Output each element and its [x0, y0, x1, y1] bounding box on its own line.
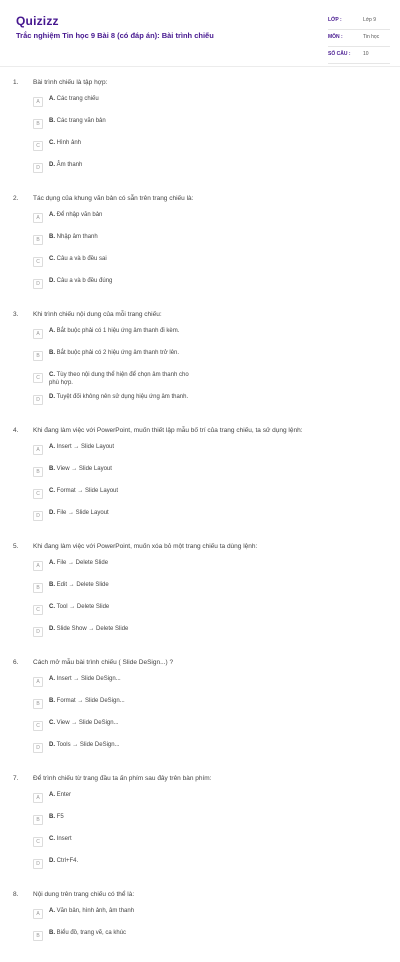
option-body: Nhập âm thanh [56, 234, 98, 240]
option-letter: B. [49, 582, 55, 588]
question-text: Khi đang làm việc với PowerPoint, muốn xóa bỏ một trang chiếu ta dùng lệnh: [33, 543, 258, 550]
question-number: 4. [13, 427, 19, 434]
question-number: 1. [13, 79, 19, 86]
question-number: 5. [13, 543, 19, 550]
option-letter: D. [49, 626, 55, 632]
question-1 [0, 78, 400, 184]
option-body: Âm thanh [56, 162, 83, 168]
answer-option[interactable] [33, 162, 211, 182]
option-letter: A. [49, 676, 55, 682]
answer-option[interactable] [33, 278, 211, 298]
answer-option[interactable] [33, 582, 211, 602]
option-body: Câu a và b đều sai [56, 256, 107, 262]
option-letter: A. [49, 560, 55, 566]
question-7 [0, 774, 400, 880]
worksheet-meta [328, 14, 390, 65]
option-text [49, 908, 197, 916]
option-text [49, 444, 197, 452]
option-text [49, 162, 197, 170]
option-text [49, 466, 197, 474]
option-letter-box: A [33, 97, 43, 107]
option-letter-box: A [33, 677, 43, 687]
option-text [49, 510, 197, 518]
option-body: View → Slide Layout [56, 466, 112, 472]
option-letter-box: D [33, 511, 43, 521]
answer-option[interactable] [33, 234, 211, 254]
question-text: Khi đang làm việc với PowerPoint, muốn thiết lập mẫu bố trí của trang chiếu, ta sử dụng lệnh: [33, 427, 303, 434]
option-letter: B. [49, 814, 55, 820]
quizizz-logo: Quizizz [16, 14, 59, 28]
option-body: Bắt buộc phải có 1 hiệu ứng âm thanh đi kèm. [56, 328, 180, 334]
option-letter-box: B [33, 583, 43, 593]
option-letter-box: B [33, 815, 43, 825]
option-text [49, 140, 197, 148]
question-text: Nội dung trên trang chiếu có thể là: [33, 891, 135, 898]
meta-value: 10 [363, 51, 369, 57]
answer-option[interactable] [33, 792, 211, 812]
meta-row-class [328, 14, 390, 30]
option-body: Văn bản, hình ảnh, âm thanh [56, 908, 135, 914]
answer-option[interactable] [33, 626, 211, 646]
answer-option[interactable] [33, 858, 211, 878]
option-letter-box: A [33, 445, 43, 455]
option-letter: A. [49, 792, 55, 798]
option-text [49, 698, 197, 706]
worksheet-title: Trắc nghiệm Tin học 9 Bài 8 (có đáp án): Bài trình chiếu [16, 31, 214, 40]
question-5 [0, 542, 400, 648]
option-body: Slide Show → Delete Slide [56, 626, 129, 632]
answer-option[interactable] [33, 444, 211, 464]
option-letter-box: B [33, 699, 43, 709]
answer-option[interactable] [33, 212, 211, 232]
option-body: Format → Slide Layout [56, 488, 119, 494]
answer-option[interactable] [33, 140, 211, 160]
answer-option[interactable] [33, 720, 211, 740]
option-letter-box: A [33, 561, 43, 571]
question-text: Để trình chiếu từ trang đầu ta ấn phím sau đây trên bàn phím: [33, 775, 212, 782]
meta-value: Tin học [363, 34, 380, 40]
option-text [49, 234, 197, 242]
question-text: Khi trình chiếu nội dung của mỗi trang chiếu: [33, 311, 162, 318]
answer-option[interactable] [33, 560, 211, 580]
option-letter-box: C [33, 837, 43, 847]
meta-value: Lớp 9 [363, 17, 377, 23]
option-text [49, 582, 197, 590]
option-letter: B. [49, 118, 55, 124]
option-letter: D. [49, 510, 55, 516]
answer-options [33, 328, 388, 416]
option-text [49, 278, 197, 286]
answer-options [33, 444, 388, 532]
option-letter: C. [49, 256, 55, 262]
option-text [49, 394, 197, 402]
option-body: Tools → Slide DeSign... [56, 742, 120, 748]
option-text [49, 814, 197, 822]
option-text [49, 742, 197, 750]
answer-option[interactable] [33, 350, 211, 370]
option-letter-box: B [33, 119, 43, 129]
option-letter: A. [49, 908, 55, 914]
option-letter-box: C [33, 141, 43, 151]
meta-row-subject [328, 31, 390, 47]
option-body: File → Delete Slide [56, 560, 109, 566]
option-letter-box: C [33, 605, 43, 615]
question-number: 6. [13, 659, 19, 666]
option-body: Để nhập văn bản [56, 212, 103, 218]
option-body: File → Slide Layout [56, 510, 109, 516]
question-text: Cách mở mẫu bài trình chiếu ( Slide DeSign...) ? [33, 659, 174, 666]
option-text [49, 626, 197, 634]
answer-option[interactable] [33, 372, 211, 392]
option-body: Edit → Delete Slide [56, 582, 109, 588]
option-text [49, 328, 197, 336]
option-text [49, 256, 197, 264]
answer-options [33, 96, 388, 184]
option-letter: D. [49, 742, 55, 748]
answer-option[interactable] [33, 742, 211, 762]
answer-option[interactable] [33, 256, 211, 276]
option-text [49, 118, 197, 126]
option-letter: B. [49, 466, 55, 472]
option-letter: C. [49, 836, 55, 842]
answer-options [33, 560, 388, 648]
option-body: Enter [56, 792, 72, 798]
answer-option[interactable] [33, 908, 211, 928]
option-text [49, 96, 197, 104]
option-letter-box: B [33, 351, 43, 361]
answer-option[interactable] [33, 604, 211, 624]
option-body: Insert → Slide Layout [56, 444, 115, 450]
option-letter-box: D [33, 743, 43, 753]
option-body: Tool → Delete Slide [56, 604, 110, 610]
option-text [49, 372, 197, 387]
option-text [49, 792, 197, 800]
option-letter-box: A [33, 793, 43, 803]
option-text [49, 212, 197, 220]
option-body: Ctrl+F4. [56, 858, 79, 864]
header-divider [0, 66, 400, 67]
option-body: View → Slide DeSign... [56, 720, 119, 726]
answer-option[interactable] [33, 930, 211, 950]
option-letter-box: D [33, 163, 43, 173]
option-letter: B. [49, 234, 55, 240]
answer-option[interactable] [33, 510, 211, 530]
answer-option[interactable] [33, 836, 211, 856]
option-letter: B. [49, 350, 55, 356]
option-letter-box: B [33, 467, 43, 477]
question-2 [0, 194, 400, 300]
question-6 [0, 658, 400, 764]
option-body: Hình ảnh [56, 140, 82, 146]
option-letter-box: D [33, 859, 43, 869]
option-body: Bắt buộc phải có 2 hiệu ứng âm thanh trở lên. [56, 350, 180, 356]
answer-options [33, 676, 388, 764]
option-letter-box: C [33, 489, 43, 499]
question-3 [0, 310, 400, 416]
answer-options [33, 908, 388, 952]
option-letter: B. [49, 698, 55, 704]
answer-option[interactable] [33, 96, 211, 116]
option-letter-box: A [33, 909, 43, 919]
meta-label: MÔN : [328, 34, 343, 40]
question-number: 3. [13, 311, 19, 318]
option-body: Tùy theo nội dung thể hiện để chọn âm thanh cho phù hợp. [49, 372, 189, 386]
answer-option[interactable] [33, 466, 211, 486]
answer-option[interactable] [33, 328, 211, 348]
answer-options [33, 792, 388, 880]
worksheet-header [0, 0, 400, 60]
question-number: 2. [13, 195, 19, 202]
option-letter-box: C [33, 373, 43, 383]
option-text [49, 836, 197, 844]
option-text [49, 720, 197, 728]
answer-option[interactable] [33, 814, 211, 834]
option-body: Biểu đồ, trang vẽ, ca khúc [56, 930, 127, 936]
option-letter: D. [49, 858, 55, 864]
answer-options [33, 212, 388, 300]
question-4 [0, 426, 400, 532]
option-letter: B. [49, 930, 55, 936]
answer-option[interactable] [33, 488, 211, 508]
option-letter-box: C [33, 257, 43, 267]
option-letter: A. [49, 212, 55, 218]
option-letter: A. [49, 96, 55, 102]
meta-label: SỐ CÂU : [328, 51, 351, 57]
question-text: Tác dụng của khung văn bản có sẵn trên trang chiếu là: [33, 195, 194, 202]
option-letter-box: D [33, 395, 43, 405]
option-letter-box: B [33, 235, 43, 245]
option-text [49, 930, 197, 938]
question-text: Bài trình chiếu là tập hợp: [33, 79, 108, 86]
option-letter-box: D [33, 627, 43, 637]
option-body: F5 [56, 814, 64, 820]
question-number: 8. [13, 891, 19, 898]
option-letter: C. [49, 372, 55, 378]
option-letter-box: C [33, 721, 43, 731]
option-letter: C. [49, 140, 55, 146]
option-letter: A. [49, 444, 55, 450]
answer-option[interactable] [33, 118, 211, 138]
option-letter: D. [49, 278, 55, 284]
option-letter: C. [49, 488, 55, 494]
meta-label: LỚP : [328, 17, 342, 23]
option-letter: A. [49, 328, 55, 334]
option-letter: D. [49, 394, 55, 400]
option-body: Câu a và b đều đúng [56, 278, 113, 284]
meta-row-count [328, 48, 390, 64]
option-text [49, 350, 197, 358]
question-list [0, 78, 400, 962]
option-text [49, 676, 197, 684]
option-body: Tuyệt đối không nên sử dụng hiệu ứng âm thanh. [56, 394, 189, 400]
question-8 [0, 890, 400, 952]
option-text [49, 488, 197, 496]
option-text [49, 858, 197, 866]
option-body: Format → Slide DeSign... [56, 698, 125, 704]
option-letter: D. [49, 162, 55, 168]
question-number: 7. [13, 775, 19, 782]
answer-option[interactable] [33, 394, 211, 414]
answer-option[interactable] [33, 698, 211, 718]
option-body: Các trang văn bản [56, 118, 106, 124]
option-letter-box: D [33, 279, 43, 289]
option-letter-box: A [33, 329, 43, 339]
option-letter: C. [49, 604, 55, 610]
option-body: Insert [56, 836, 72, 842]
option-body: Insert → Slide DeSign... [56, 676, 121, 682]
option-letter-box: B [33, 931, 43, 941]
option-text [49, 560, 197, 568]
option-text [49, 604, 197, 612]
option-letter: C. [49, 720, 55, 726]
option-letter-box: A [33, 213, 43, 223]
answer-option[interactable] [33, 676, 211, 696]
option-body: Các trang chiếu [56, 96, 99, 102]
